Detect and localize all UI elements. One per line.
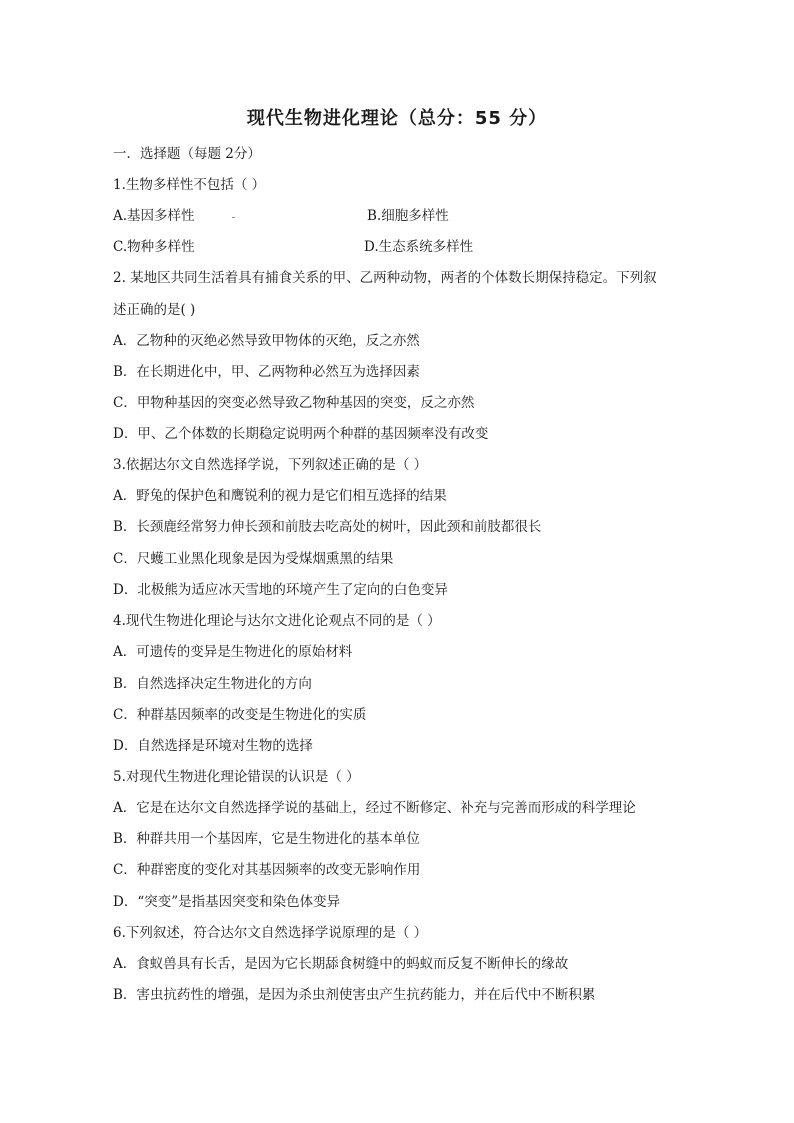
question-2-option-c: C．甲物种基因的突变必然导致乙物种基因的突变，反之亦然: [113, 395, 475, 411]
question-3-option-a: A．野兔的保护色和鹰锐利的视力是它们相互选择的结果: [113, 488, 447, 504]
question-5-option-c: C．种群密度的变化对其基因频率的改变无影响作用: [113, 862, 421, 878]
page-title: 现代生物进化理论（总分：55 分）: [246, 108, 548, 129]
stray-mark: [232, 217, 235, 218]
question-3-option-b: B．长颈鹿经常努力伸长颈和前肢去吃高处的树叶，因此颈和前肢都很长: [113, 519, 542, 535]
question-6-option-a: A．食蚁兽具有长舌，是因为它长期舔食树缝中的蚂蚁而反复不断伸长的缘故: [113, 956, 569, 972]
question-5-option-d: D．“突变”是指基因突变和染色体变异: [113, 894, 341, 910]
question-2-stem-line-1: 2. 某地区共同生活着具有捕食关系的甲、乙两种动物，两者的个体数长期保持稳定。下列叙: [113, 270, 657, 286]
question-2-option-a: A．乙物种的灭绝必然导致甲物体的灭绝，反之亦然: [113, 333, 420, 349]
question-2-option-b: B．在长期进化中，甲、乙两物种必然互为选择因素: [113, 364, 420, 380]
question-4-option-b: B．自然选择决定生物进化的方向: [113, 676, 312, 692]
question-6-option-b: B．害虫抗药性的增强，是因为杀虫剂使害虫产生抗药能力，并在后代中不断积累: [113, 987, 596, 1003]
question-5-option-b: B．种群共用一个基因库，它是生物进化的基本单位: [113, 831, 420, 847]
question-1-option-b: B.细胞多样性: [367, 208, 449, 224]
question-3-stem: 3.依据达尔文自然选择学说，下列叙述正确的是（ ）: [113, 457, 428, 473]
question-4-stem: 4.现代生物进化理论与达尔文进化论观点不同的是（ ）: [113, 613, 441, 629]
question-1-stem: 1.生物多样性不包括（ ）: [113, 177, 266, 193]
question-1-option-d: D.生态系统多样性: [364, 239, 474, 255]
question-1-option-a: A.基因多样性: [113, 208, 195, 224]
question-6-stem: 6.下列叙述，符合达尔文自然选择学说原理的是（ ）: [113, 925, 428, 941]
question-5-stem: 5.对现代生物进化理论错误的认识是（ ）: [113, 769, 360, 785]
question-2-option-d: D．甲、乙个体数的长期稳定说明两个种群的基因频率没有改变: [113, 426, 489, 442]
question-1-option-c: C.物种多样性: [113, 239, 195, 255]
section-heading: 一．选择题（每题 2分）: [113, 146, 261, 162]
question-4-option-a: A．可遗传的变异是生物进化的原始材料: [113, 644, 353, 660]
question-5-option-a: A．它是在达尔文自然选择学说的基础上，经过不断修定、补充与完善而形成的科学理论: [113, 800, 636, 816]
question-4-option-d: D．自然选择是环境对生物的选择: [113, 738, 313, 754]
question-3-option-d: D．北极熊为适应冰天雪地的环境产生了定向的白色变异: [113, 582, 448, 598]
question-3-option-c: C．尺蠖工业黑化现象是因为受煤烟熏黑的结果: [113, 551, 394, 567]
question-4-option-c: C．种群基因频率的改变是生物进化的实质: [113, 707, 367, 723]
question-2-stem-line-2: 述正确的是( ): [113, 302, 196, 318]
